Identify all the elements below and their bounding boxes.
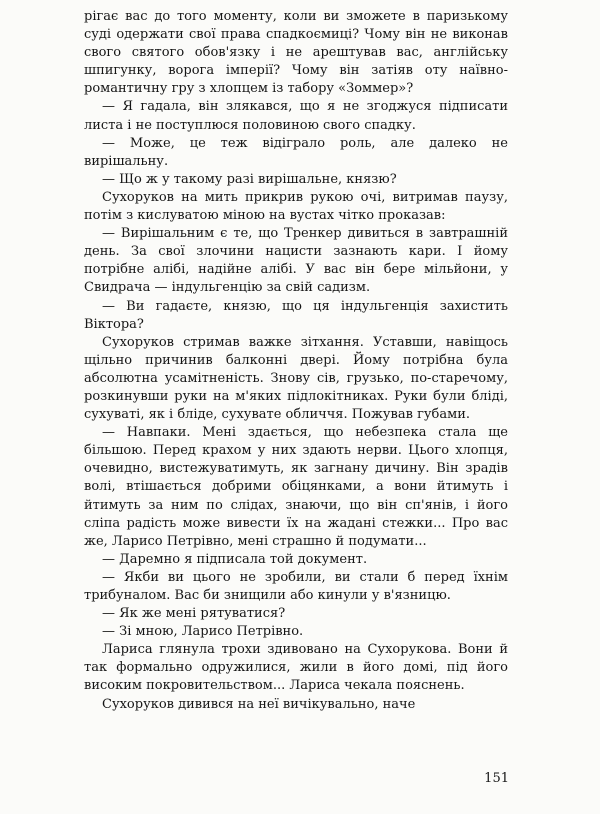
paragraph: Сухоруков дивився на неї вичікувально, наче (102, 696, 416, 712)
paragraph: — Навпаки. Мені здається, що небезпека стала ще більшою. Перед крахом у них здають нерви. Цього хлопця, очевидно, вистежуватимуть, як загнану дичину. Він зрадів волі, втішається добрими обіцянками, а вони йтимуть і йтимуть за ним по слідах, знаючи, що він сп'янів, і його сліпа радість може вивести їх на жадані стежки... Про вас же, Ларисо Петрівно, мені страшно й подумати... (84, 425, 508, 549)
paragraph: рігає вас до того моменту, коли ви зможете в паризькому суді одержати свої права спадкоємиці? Чому він не виконав свого святого обов'язку і не арештував вас, англійську шпигунку, ворога імперії? Чому він затіяв оту наївно-романтичну гру з хлопцем із табору «Зоммер»? (84, 9, 508, 97)
paragraph: — Як же мені рятуватися? (102, 606, 286, 622)
paragraph: — Вирішальним є те, що Тренкер дивиться в завтрашній день. За свої злочини нацисти зазнають кари. І йому потрібне алібі, надійне алібі. У вас він бере мільйони, у Свидрача — індульгенцію за свій садизм. (84, 226, 508, 296)
paragraph: Лариса глянула трохи здивовано на Сухорукова. Вони й так формально одружилися, жили в його домі, під його високим покровительством... Лариса чекала пояснень. (84, 642, 508, 694)
paragraph: — Даремно я підписала той документ. (102, 551, 368, 567)
paragraph: — Я гадала, він злякався, що я не згоджуся підписати листа і не поступлюся половиною свого спадку. (84, 99, 508, 133)
paragraph: — Якби ви цього не зробили, ви стали б перед їхнім трибуналом. Вас би знищили або кинули у в'язницю. (84, 569, 508, 603)
paragraph: Сухоруков на мить прикрив рукою очі, витримав паузу, потім з кислуватою міною на вустах чітко проказав: (84, 189, 508, 224)
paragraph: — Зі мною, Ларисо Петрівно. (102, 624, 304, 640)
paragraph: — Може, це теж відіграло роль, але далеко не вирішальну. (84, 135, 508, 169)
paragraph: Сухоруков стримав важке зітхання. Уставши, навіщось щільно причинив балконні двері. Йому потрібна була абсолютна усамітненість. Знову сів, грузько, по-старечому, розкинувши руки на м'яких підлокітниках. Руки були бліді, сухуваті, як і бліде, сухувате обличчя. Пожував губами. (84, 334, 508, 423)
page-number: 151 (484, 771, 509, 786)
page-text (84, 8, 508, 714)
paragraph: — Ви гадаєте, князю, що ця індульгенція захистить Віктора? (84, 298, 508, 332)
paragraph: — Що ж у такому разі вирішальне, князю? (102, 171, 397, 187)
